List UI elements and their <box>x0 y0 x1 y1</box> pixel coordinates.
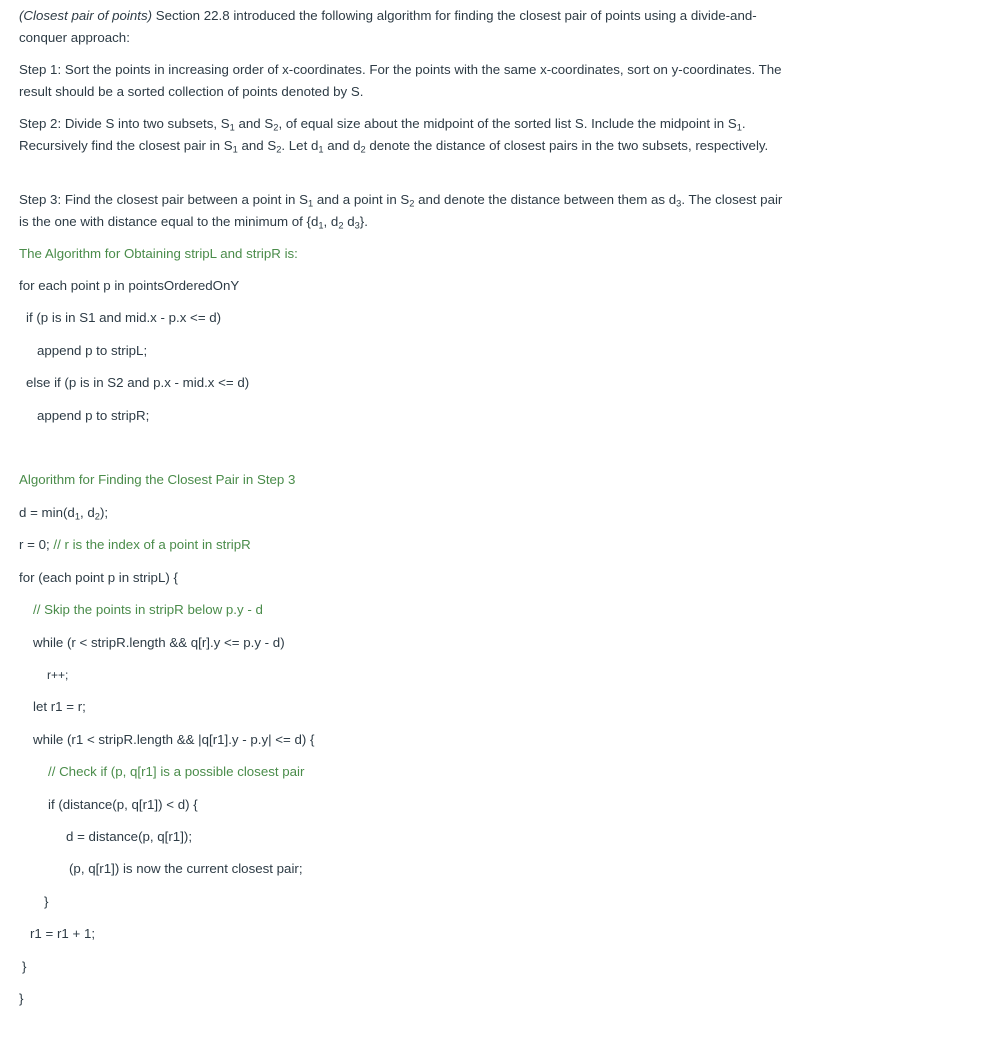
subscript: 1 <box>74 511 80 522</box>
subscript: 3 <box>354 219 360 230</box>
step3-text: . The closest pair is the one with distance equal to the minimum of {d <box>19 192 783 229</box>
step3-text: and denote the distance between them as d <box>414 192 677 207</box>
subscript: 1 <box>318 219 324 230</box>
step3-text: }. <box>359 213 368 229</box>
subscript: 2 <box>360 143 366 154</box>
code-line: r1 = r1 + 1; <box>30 926 96 941</box>
step2-text: Step 2: Divide S into two subsets, S <box>19 116 230 131</box>
intro-paragraph <box>19 5 789 48</box>
subscript: 1 <box>318 143 324 154</box>
step3-text: , d <box>323 213 339 229</box>
code-line: else if (p is in S2 and p.x - mid.x <= d) <box>26 375 250 390</box>
subscript: 2 <box>273 122 279 133</box>
code-line <box>19 536 251 554</box>
step3-algorithm-heading: Algorithm for Finding the Closest Pair in Step 3 <box>19 472 296 487</box>
code-line: while (r < stripR.length && q[r].y <= p.y - d) <box>33 635 285 650</box>
step3-text: Step 3: Find the closest pair between a point in S <box>19 192 309 207</box>
code-text: d = min(d <box>19 505 75 520</box>
step2-text: . Recursively find the closest pair in S <box>19 116 746 153</box>
code-line: (p, q[r1]) is now the current closest pair; <box>69 861 303 876</box>
code-comment: // Check if (p, q[r1] is a possible closest pair <box>48 764 305 779</box>
intro-text: Section 22.8 introduced the following algorithm for finding the closest pair of points using a divide-and-conquer approach: <box>19 8 757 45</box>
code-line: for each point p in pointsOrderedOnY <box>19 278 240 293</box>
code-text: , d <box>79 505 95 520</box>
step3-text: and a point in S <box>313 192 410 207</box>
strip-algorithm-heading: The Algorithm for Obtaining stripL and stripR is: <box>19 246 298 261</box>
code-line: if (p is in S1 and mid.x - p.x <= d) <box>26 310 222 325</box>
code-line: let r1 = r; <box>33 699 86 714</box>
code-line: while (r1 < stripR.length && |q[r1].y - p.y| <= d) { <box>33 732 315 747</box>
subscript: 1 <box>229 122 235 133</box>
step3-paragraph <box>19 189 789 232</box>
code-line: for (each point p in stripL) { <box>19 570 178 585</box>
code-line: r++; <box>47 668 69 682</box>
code-comment: // r is the index of a point in stripR <box>53 537 251 552</box>
step2-text: , of equal size about the midpoint of the sorted list S. Include the midpoint in S <box>278 116 737 131</box>
step1-paragraph: Step 1: Sort the points in increasing order of x-coordinates. For the points with the same x-coordinates, sort on y-coordinates. The result should be a sorted collection of points denoted by S. <box>19 62 782 99</box>
subscript: 1 <box>736 122 742 133</box>
step2-text: . Let d <box>281 137 319 153</box>
subscript: 1 <box>232 143 238 154</box>
subscript: 2 <box>94 511 100 522</box>
subscript: 3 <box>676 198 682 209</box>
subscript: 2 <box>338 219 344 230</box>
code-line: if (distance(p, q[r1]) < d) { <box>48 797 198 812</box>
code-line: append p to stripR; <box>37 408 150 423</box>
subscript: 2 <box>409 198 415 209</box>
code-comment: // Skip the points in stripR below p.y - d <box>33 602 263 617</box>
subscript: 2 <box>276 143 282 154</box>
code-line: d = distance(p, q[r1]); <box>66 829 193 844</box>
subscript: 1 <box>308 198 314 209</box>
step3-text: d <box>343 213 355 229</box>
step2-paragraph <box>19 113 789 156</box>
code-line: } <box>22 959 27 974</box>
code-line <box>19 504 108 522</box>
step2-text: and S <box>234 116 274 131</box>
step2-text: and d <box>323 137 361 153</box>
code-line: } <box>19 991 24 1006</box>
step2-text: denote the distance of closest pairs in the two subsets, respectively. <box>365 137 769 153</box>
step2-text: and S <box>237 137 277 153</box>
problem-title: (Closest pair of points) <box>19 8 153 23</box>
code-text: ); <box>99 505 109 520</box>
code-line: append p to stripL; <box>37 343 148 358</box>
code-line: } <box>44 894 49 909</box>
code-text: r = 0; <box>19 537 54 552</box>
